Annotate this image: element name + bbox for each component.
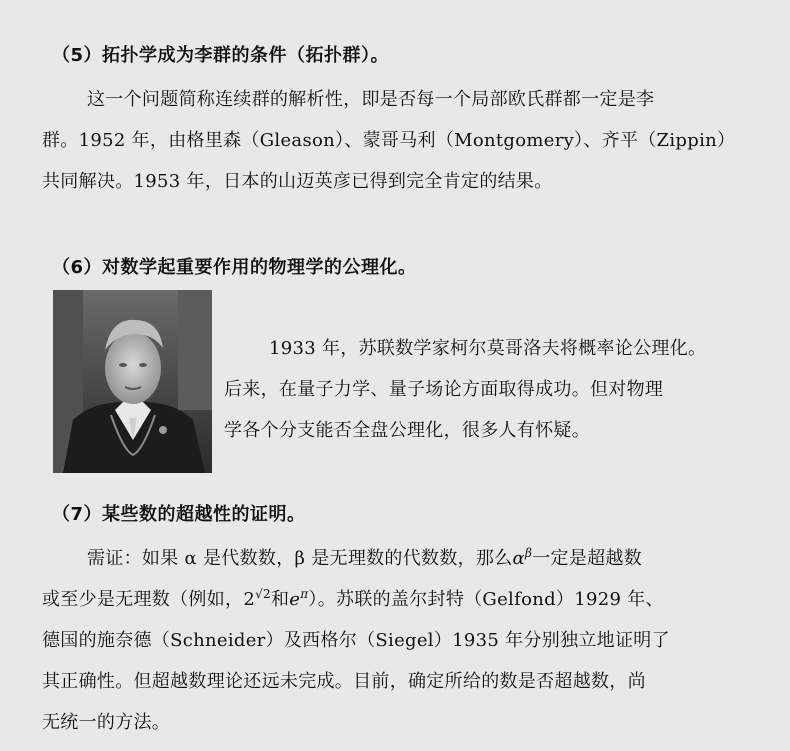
section-5-heading: （5）拓扑学成为李群的条件（拓扑群）。: [52, 45, 390, 66]
math-base-two: 2: [243, 589, 256, 610]
math-pi-exponent: π: [300, 587, 309, 601]
paragraph-line: [42, 538, 782, 579]
math-sqrt2-exponent: √2: [255, 587, 271, 601]
text-segment: ）。苏联的盖尔封特（Gelfond）1929 年、: [308, 589, 664, 610]
paragraph-line: 后来，在量子力学、量子场论方面取得成功。但对物理: [224, 379, 664, 400]
portrait-image: [53, 290, 212, 473]
paragraph-line: 学各个分支能否全盘公理化，很多人有怀疑。: [224, 420, 590, 441]
paragraph-line: 德国的施奈德（Schneider）及西格尔（Siegel）1935 年分别独立地证明了: [42, 630, 670, 651]
math-beta-exponent: β: [525, 546, 533, 560]
paragraph-line: [42, 579, 782, 620]
math-alpha: α: [512, 548, 525, 569]
portrait-photo: [53, 290, 212, 473]
paragraph-line: 这一个问题简称连续群的解析性，即是否每一个局部欧氏群都一定是李: [87, 89, 655, 110]
paragraph-line: 其正确性。但超越数理论还远未完成。目前，确定所给的数是否超越数，尚: [42, 671, 646, 692]
section-7-heading: （7）某些数的超越性的证明。: [52, 504, 306, 525]
section-6-heading: （6）对数学起重要作用的物理学的公理化。: [52, 257, 417, 278]
text-segment: 一定是超越数: [532, 548, 643, 569]
paragraph-line: 共同解决。1953 年，日本的山迈英彦已得到完全肯定的结果。: [42, 171, 553, 192]
text-segment: 或至少是无理数（例如，: [42, 589, 244, 610]
math-base-e: e: [289, 589, 301, 610]
section-7-paragraph: [42, 538, 782, 743]
text-segment: 和: [270, 589, 290, 610]
paragraph-line: 群。1952 年，由格里森（Gleason）、蒙哥马利（Montgomery）、齐平（Zippin）: [42, 130, 736, 151]
paragraph-line: 1933 年，苏联数学家柯尔莫哥洛夫将概率论公理化。: [269, 338, 707, 359]
section-6-paragraph: [224, 328, 764, 451]
paragraph-line: 无统一的方法。: [42, 712, 171, 733]
text-segment: 需证：如果 α 是代数数，β 是无理数的代数数，那么: [87, 548, 513, 569]
section-5-paragraph: [42, 79, 782, 202]
